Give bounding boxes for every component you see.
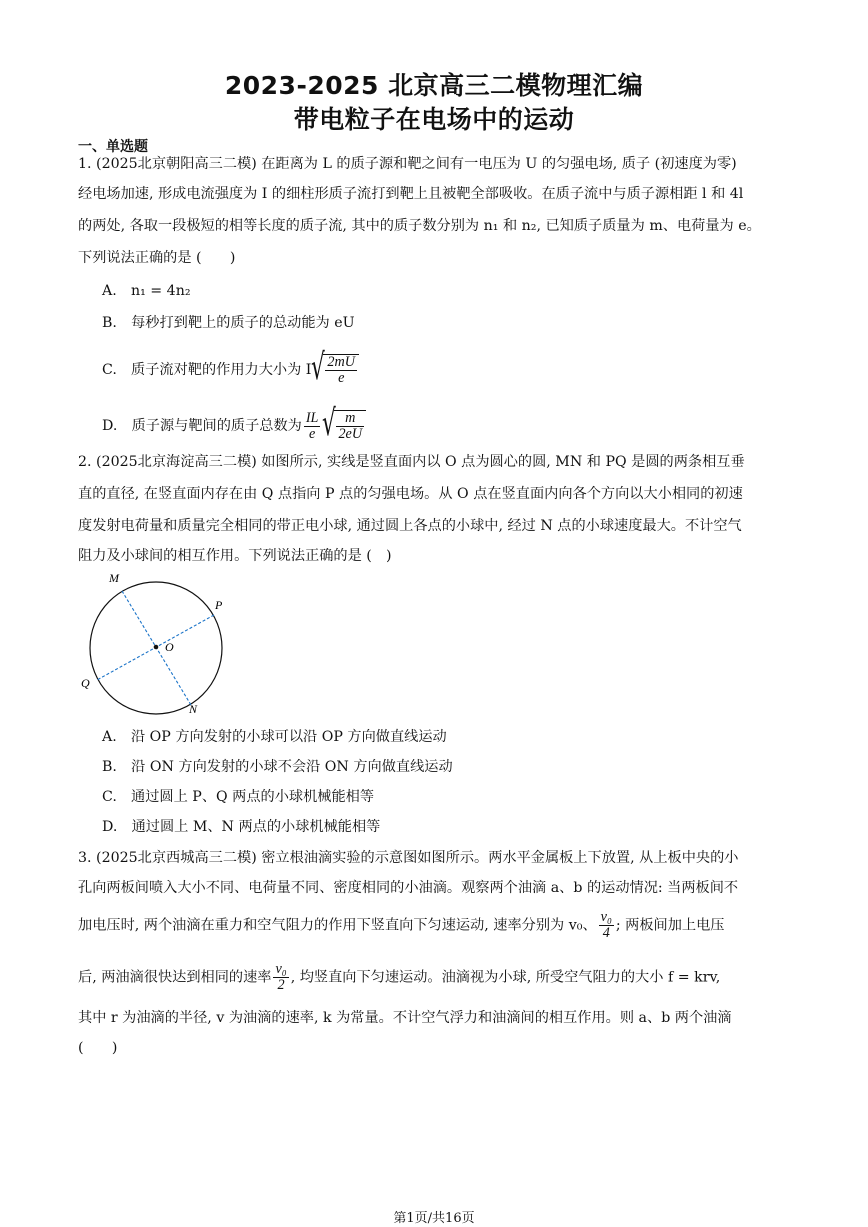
q2-line-4: 阻力及小球间的相互作用。下列说法正确的是 ( ) xyxy=(78,548,392,564)
q2-option-a: A. 沿 OP 方向发射的小球可以沿 OP 方向做直线运动 xyxy=(102,729,447,745)
fraction-denominator: e xyxy=(308,425,316,442)
q3-line-6: ( ) xyxy=(78,1040,118,1056)
fraction xyxy=(273,962,288,993)
fraction-denominator: 4 xyxy=(602,925,610,941)
q2-line-1: 2. (2025北京海淀高三二模) 如图所示, 实线是竖直面内以 O 点为圆心的圆, MN 和 PQ 是圆的两条相互垂 xyxy=(78,454,745,470)
fraction-denominator: 2 xyxy=(277,977,285,993)
q3-line-3-text-end: ; 两板间加上电压 xyxy=(615,917,725,934)
q1-option-c xyxy=(102,347,359,388)
q2-option-d: D. 通过圆上 M、N 两点的小球机械能相等 xyxy=(102,819,381,835)
q2-option-c: C. 通过圆上 P、Q 两点的小球机械能相等 xyxy=(102,789,375,805)
fraction-numerator: 2mU xyxy=(327,354,356,370)
q3-line-3-text: 加电压时, 两个油滴在重力和空气阻力的作用下竖直向下匀速运动, 速率分别为 v₀、 xyxy=(78,917,597,934)
q3-line-3 xyxy=(78,910,724,941)
sqrt-expression: √ $\frac{2mU}{e}$ xyxy=(311,354,359,386)
fraction xyxy=(304,411,321,442)
q1-line-1: 1. (2025北京朝阳高三二模) 在距离为 L 的质子源和靶之间有一电压为 U 的匀强电场, 质子 (初速度为零) xyxy=(78,156,737,172)
fraction-denominator: 2eU xyxy=(338,426,363,442)
q3-line-5: 其中 r 为油滴的半径, v 为油滴的速率, k 为常量。不计空气浮力和油滴间的相互作用。则 a、b 两个油滴 xyxy=(78,1010,732,1026)
q1-line-2: 经电场加速, 形成电流强度为 I 的细柱形质子流打到靶上且被靶全部吸收。在质子流中与质子源相距 l 和 4l xyxy=(78,186,744,202)
label-n: N xyxy=(189,702,198,716)
q2-line-2: 直的直径, 在竖直面内存在由 Q 点指向 P 点的匀强电场。从 O 点在竖直面内向各个方向以大小相同的初速 xyxy=(78,486,743,502)
q3-line-2: 孔向两板间喷入大小不同、电荷量不同、密度相同的小油滴。观察两个油滴 a、b 的运动情况: 当两板间不 xyxy=(78,880,739,896)
q2-line-3: 度发射电荷量和质量完全相同的带正电小球, 通过圆上各点的小球中, 经过 N 点的小球速度最大。不计空气 xyxy=(78,518,742,534)
fraction xyxy=(599,910,614,941)
page-number: 第1页/共16页 xyxy=(393,1211,475,1226)
q1-option-d xyxy=(102,403,366,444)
section-heading: 一、单选题 xyxy=(78,139,148,155)
q1-option-a: A. n₁ = 4n₂ xyxy=(102,283,191,299)
label-p: P xyxy=(215,598,223,612)
q3-line-4 xyxy=(78,962,720,993)
label-m: M xyxy=(109,571,119,585)
fraction-numerator: m xyxy=(336,411,364,427)
center-point xyxy=(154,645,159,650)
sqrt-expression: √ $\frac{m}{2eU}$ xyxy=(322,410,366,442)
q3-line-1: 3. (2025北京西城高三二模) 密立根油滴实验的示意图如图所示。两水平金属板上下放置, 从上板中央的小 xyxy=(78,850,739,866)
q1-line-3: 的两处, 各取一段极短的相等长度的质子流, 其中的质子数分别为 n₁ 和 n₂, 已知质子质量为 m、电荷量为 e。 xyxy=(78,218,761,234)
q1-option-b: B. 每秒打到靶上的质子的总动能为 eU xyxy=(102,315,355,331)
page-subtitle: 带电粒子在电场中的运动 xyxy=(293,105,575,134)
fraction-numerator: v₀ xyxy=(275,961,287,977)
label-o: O xyxy=(165,640,174,654)
fraction-denominator: e xyxy=(338,370,345,386)
q2-option-b: B. 沿 ON 方向发射的小球不会沿 ON 方向做直线运动 xyxy=(102,759,453,775)
q3-line-4-text: 后, 两油滴很快达到相同的速率 xyxy=(78,969,272,986)
q3-line-4-text-end: , 均竖直向下匀速运动。油滴视为小球, 所受空气阻力的大小 f = krv, xyxy=(290,969,721,986)
q1-option-c-text: C. 质子流对靶的作用力大小为 I xyxy=(102,362,312,378)
fraction-numerator: IL xyxy=(305,409,319,426)
circle-figure xyxy=(78,568,238,716)
fraction-numerator: v₀ xyxy=(600,909,612,925)
label-q: Q xyxy=(81,676,90,690)
page-title: 2023-2025 北京高三二模物理汇编 xyxy=(224,71,644,100)
q1-option-d-text: D. 质子源与靶间的质子总数为 xyxy=(102,418,302,434)
q1-line-4: 下列说法正确的是 ( ) xyxy=(78,250,236,266)
